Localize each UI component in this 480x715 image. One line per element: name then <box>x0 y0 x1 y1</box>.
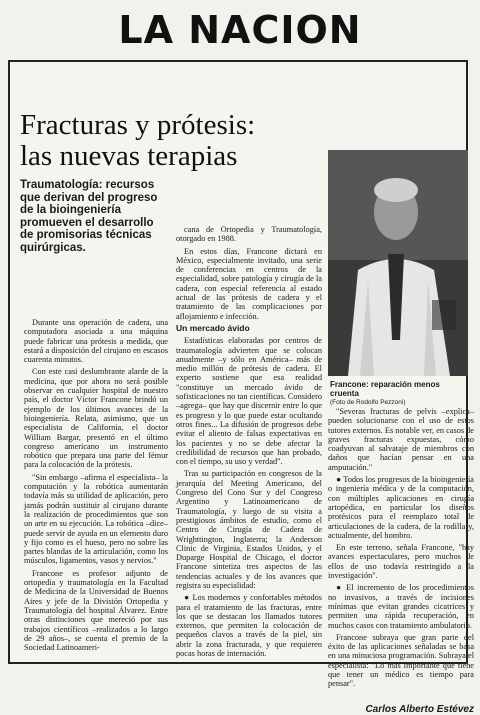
paragraph: Tras su participación en congresos de la jerarquía del Meeting Americano, del Congreso del Cono Sur y del Congreso Argentino y Latinoamericano de Traumatología, y luego de su visita a prestigiosos ámbitos de estudio, como el Centro de Cirugía de Cadera de Wrighttington, Inglaterra; la Anderson Clinic de Virginia, Estados Unidos, y el Duparge Hospital de Chicago, el doctor Francone sintetiza tres aspectos de las tendencias actuales y de los avances que registra su especialidad: <box>176 469 322 590</box>
lead-text: recursos que derivan del progreso de la bioingeniería promueven el desarrollo de promisorias técnicas quirúrgicas. <box>20 179 158 254</box>
paragraph: Estadísticas elaboradas por centros de traumatología advierten que se colocan anualmente –y sólo en América– más de medio millón de prótesis de cadera. El experto sostiene que esa realidad "constituye un mercado ávido de sofisticaciones no tan científicas. Considero –agrega– que hay que discernir entre lo que es progreso y lo que puede estar ocultando otros fines... La difusión de progresos debe evitar el aliento de falsas expectativas en los pacientes y no se debe afectar la credibilidad de recursos que han probado, con el tiempo, su uso y verdad". <box>176 336 322 467</box>
paragraph: "Severas fracturas de pelvis –explica– pueden solucionarse con el uso de estos tutores externos. Es notable ver, en casos de graves fracturas expuestas, cómo coadyuvan al salvataje de miembros con daños que hacían pensar en una amputación." <box>328 407 474 472</box>
caption-credit: (Foto de Rodolfo Pezzoni) <box>330 399 406 406</box>
column-3 <box>328 407 474 692</box>
portrait-photo <box>328 150 468 376</box>
portrait-image <box>328 150 468 376</box>
column-1 <box>24 318 168 655</box>
paragraph: cana de Ortopedia y Traumatología, otorgado en 1988. <box>176 225 322 244</box>
paragraph: En este terreno, señala Francone, "hay avances espectaculares, pero muchos de ellos de uso todavía restringido a la investigación". <box>328 543 474 581</box>
column-2 <box>176 225 322 661</box>
subhead: Un mercado ávido <box>176 322 250 333</box>
byline: Carlos Alberto Estévez <box>365 704 474 715</box>
paragraph: Francone es profesor adjunto de ortopedia y traumatología en la Facultad de Medicina de la Universidad de Buenos Aires y jefe de la División Ortopedia y Traumatología del hospital Álvarez. Entre otras distinciones que mereció por sus trabajos científicos –realizados a lo largo de 29 años–, se cuenta el premio de la Sociedad Latinoameri- <box>24 568 168 653</box>
newspaper-name: LA NACION <box>118 8 362 52</box>
article-frame <box>8 60 474 715</box>
lead-paragraph <box>20 179 170 255</box>
paragraph: En estos días, Francone dictará en México, especialmente invitado, una serie de conferencias en centros de la especialidad, sobre patología y cirugía de la cadera, con especial referencia al estado actual de las prótesis de cadera y el tratamiento de las complicaciones por aflojamiento e infección. <box>176 246 322 321</box>
photo-caption <box>330 380 470 407</box>
paragraph: ● El incremento de los procedimientos no invasivos, a través de incisiones mínimas que evitan grandes cicatrices y permiten una rápida recuperación, en muchos casos con tratamiento ambulatorio. <box>328 583 474 630</box>
paragraph: Durante una operación de cadera, una computadora asociada a una máquina puede fabricar una prótesis a medida, que estará a disposición del cirujano en escasos cuarenta minutos. <box>24 318 168 365</box>
paragraph: ● Los modernos y confortables métodos para el tratamiento de las fracturas, entre los que se destacan los llamados tutores externos, que permiten la colocación de pequeños clavos a través de la piel, sin abrir la zona fracturada, y que requieren pocas horas de internación. <box>176 593 322 659</box>
paragraph: Con este casi deslumbrante alarde de la medicina, que por ahora no será posible observar en cualquier hospital de nuestro país, el doctor Víctor Francone brindó un ejemplo de los últimos avances de la bioingeniería. Relata, asimismo, que un especialista de California, el doctor William Bargar, presentó en el último congreso americano un instrumento robótico que prepara una parte del fémur para la colocación de la prótesis. <box>24 367 168 470</box>
paragraph: Francone subraya que gran parte del éxito de las aplicaciones señaladas se basa en una minuciosa programación. Subraya el especialista: "Lo más importante que tiene que tener un médico es tiempo para pensar". <box>328 632 474 689</box>
headline-line-2: las nuevas terapias <box>20 140 238 172</box>
masthead <box>0 4 480 56</box>
headline-line-1: Fracturas y prótesis: <box>20 109 256 141</box>
caption-title: Francone: reparación menos cruenta <box>330 380 440 398</box>
paragraph: "Sin embargo –afirma el especialista– la computación y la robótica aumentarán todavía más su utilidad de aplicación, pero jamás podrán sustituir al cirujano durante la realización de procedimientos que son un arte en su ejecución. La robótica –dice– puede servir de ayuda en un elemento duro y fijo como es el hueso, pero no sobre las partes blandas de la articulación, como los músculos, ligamentos, vasos y nervios." <box>24 472 168 566</box>
paragraph: ● Todos los progresos de la bioingeniería o ingeniería médica y de la computación, con múltiples aplicaciones en cirugía artopédica, en particular los diseños protésicos para el reemplazo total de articulaciones de la cadera, de la rodilla y, actualmente, del hombro. <box>328 475 474 540</box>
headline <box>20 110 320 172</box>
lead-kicker: Traumatología: <box>20 179 103 191</box>
